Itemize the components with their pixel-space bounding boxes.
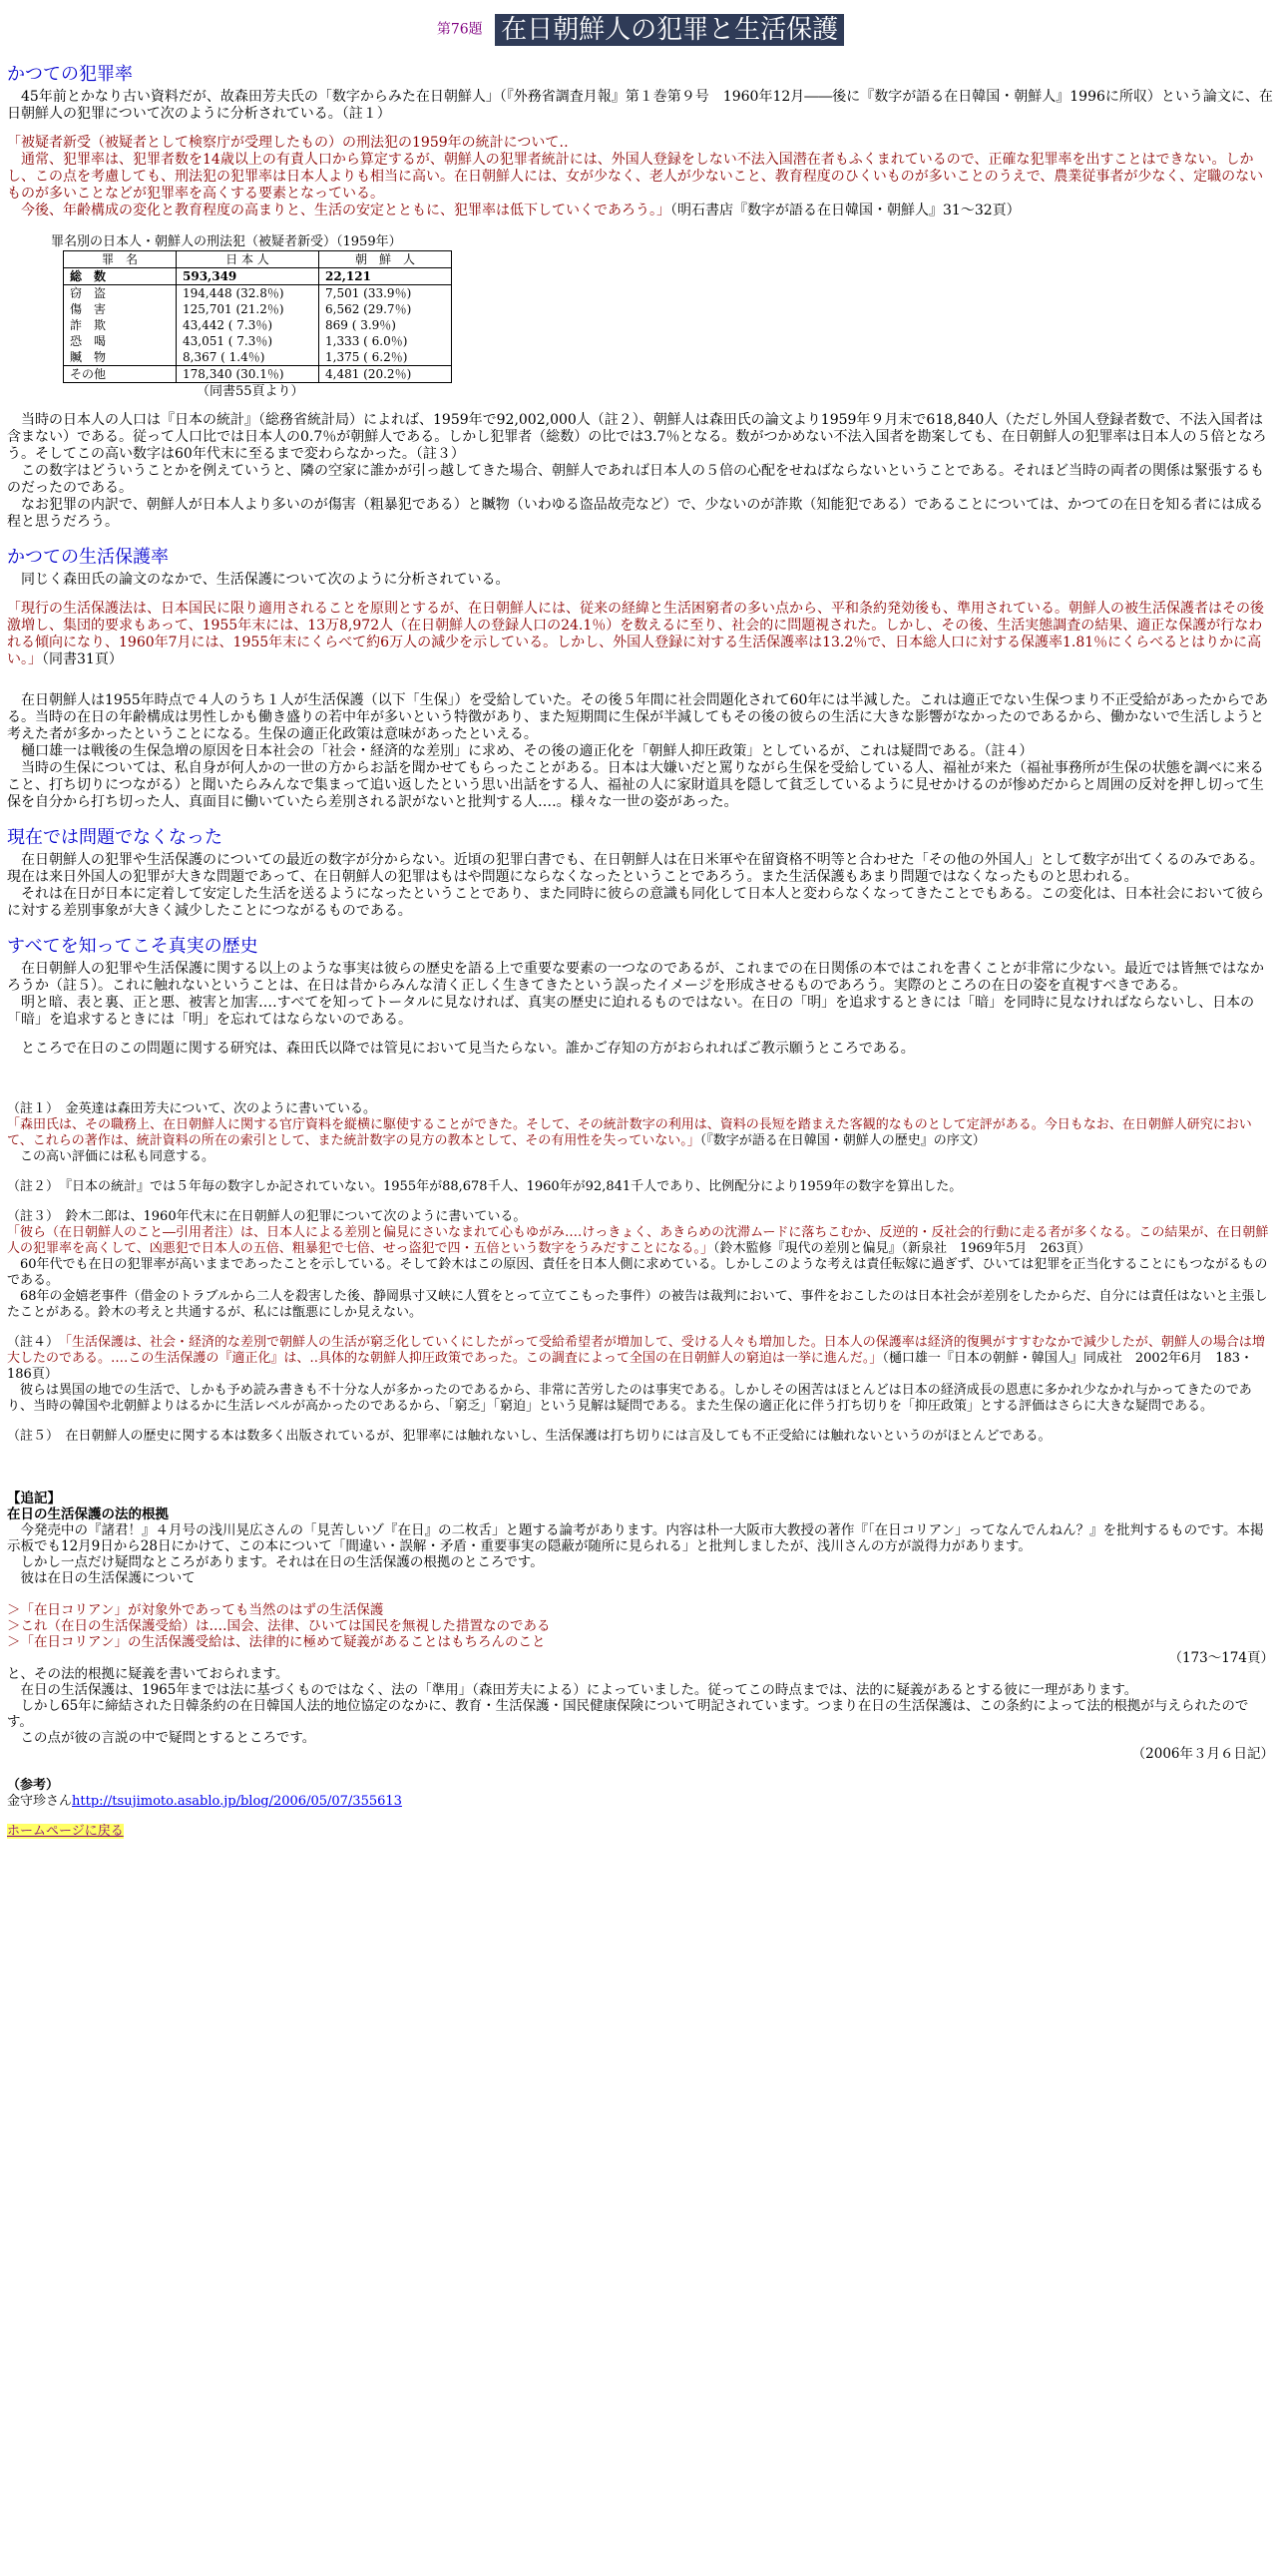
table-cell: 恐 喝 xyxy=(64,333,177,349)
column-header-crime: 罪 名 xyxy=(64,251,177,268)
addendum-quote-source: （173～174頁） xyxy=(1168,1650,1274,1666)
table-cell: 22,121 xyxy=(319,268,452,285)
page-title: 在日朝鮮人の犯罪と生活保護 xyxy=(495,14,844,46)
section-paragraph: 当時の日本人の人口は『日本の統計』（総務省統計局）によれば、1959年で92,002,000人（註２）、朝鮮人は森田氏の論文より1959年９月末で618,840人（ただし外国人登録者数で、不法入国者は含まない）である。従って人口比では日本人の0.7％が朝鮮人である。しかし犯罪者（総数）の比では3.7％となる。数がつかめない不法入国者を勘案しても、在日朝鮮人の犯罪率は日本人の５倍となろう。そしてこの高い数字は60年代末に至るまで変わらなかった。（註３） xyxy=(7,412,1267,462)
section-paragraph: 在日朝鮮人は1955年時点で４人のうち１人が生活保護（以下「生保」）を受給していた。その後５年間に社会問題化されて60年には半減した。これは適正でない生保つまり不正受給があったからである。当時の在日の年齢構成は男性しかも働き盛りの若中年が多いという特徴があり、また短期間に生保が半減してもその後の彼らの生活に大きな影響がなかったのであるから、働かないで生活しようと考えた者が多かったということになる。生保の適正化政策は意味があったといえる。 xyxy=(7,692,1269,742)
column-header-japanese: 日 本 人 xyxy=(177,251,319,268)
section-paragraph: 樋口雄一は戦後の生保急増の原因を日本社会の「社会・経済的な差別」に求め、その後の適正化を「朝鮮人抑圧政策」としているが、これは疑問である。（註４） xyxy=(7,743,1034,759)
quote-text: 「現行の生活保護法は、日本国民に限り適用されることを原則とするが、在日朝鮮人には、従来の経緯と生活困窮者の多い点から、平和条約発効後も、準用されている。朝鮮人の被生活保護者はその後激増し、集団的要求もあって、1955年末には、13万8,972人（在日朝鮮人の登録人口の24.1％）を数えるに至り、社会的に問題視された。しかし、その後、生活実態調査の結果、適正な保護が行なわれる傾向になり、1960年7月には、1955年末にくらべて約6万人の減少を示している。しかし、外国人登録に対する生活保護率は13.2％で、日本総人口に対する保護率1.81％にくらべるとはりかに高い。」 xyxy=(7,601,1264,667)
section-paragraph: なお犯罪の内訳で、朝鮮人が日本人より多いのが傷害（粗暴犯である）と贓物（いわゆる盗品故売など）で、少ないのが詐欺（知能犯である）であることについては、かつての在日を知る者には成る程と思うだろう。 xyxy=(7,497,1264,530)
table-row xyxy=(64,301,452,317)
table-row xyxy=(64,366,452,383)
section-paragraph: 当時の生保については、私自身が何人かの一世の方からお話を聞かせてもらったことがある。日本は大嫌いだと罵りながら生保を受給している人、福祉が来た（福祉事務所が生保の状態を調べに来ること、打ち切りにつながる）と聞いたらみんなで集まって追い返したという思い出話をする人、福祉の人に家財道具を隠して貧乏しているように見せかけるのが惨めだからと周囲の反対を押し切って生保を自分から打ち切った人、真面目に働いていたら差別される訳がないと批判する人‥‥。様々な一世の姿があった。 xyxy=(7,760,1264,810)
section-heading-past-crime: かつての犯罪率 xyxy=(7,64,133,85)
table-cell: 593,349 xyxy=(177,268,319,285)
table-caption: 罪名別の日本人・朝鮮人の刑法犯（被疑者新受）（1959年） xyxy=(51,234,402,249)
addendum-paragraph: と、その法的根拠に疑義を書いておられます。 xyxy=(7,1666,289,1682)
section-paragraph: 同じく森田氏の論文のなかで、生活保護について次のように分析されている。 xyxy=(7,572,510,588)
quote-line: 「被疑者新受（被疑者として検察庁が受理したもの）の刑法犯の1959年の統計について‥ xyxy=(7,135,569,151)
addendum-subheading: 在日の生活保護の法的根拠 xyxy=(7,1506,169,1522)
footnote-5: （註５） 在日朝鮮人の歴史に関する本は数多く出版されているが、犯罪率には触れないし、生活保護は打ち切りには言及しても不正受給には触れないというのがほとんどである。 xyxy=(7,1429,1052,1444)
section-paragraph: 45年前とかなり古い資料だが、故森田芳夫氏の「数字からみた在日朝鮮人」（『外務省調査月報』第１巻第９号 1960年12月――後に『数字が語る在日韓国・朝鮮人』1996に所収）という論文に、在日朝鮮人の犯罪について次のように分析されている。（註１） xyxy=(7,89,1273,122)
section-paragraph: ところで在日のこの問題に関する研究は、森田氏以降では管見において見当たらない。誰かご存知の方がおられればご教示願うところである。 xyxy=(7,1041,915,1057)
section-paragraph: 明と暗、表と裏、正と悪、被害と加害‥‥すべてを知ってトータルに見なければ、真実の歴史に迫れるものではない。在日の「明」を追求するときには「暗」を同時に見なければならないし、日本の「暗」を追求するときには「明」を忘れてはならないのである。 xyxy=(7,995,1255,1028)
addendum-paragraph: 在日の生活保護は、1965年までは法に基づくものではなく、法の「準用」（森田芳夫による）によっていました。従ってこの時点までは、法的に疑義があるとする彼に一理があります。 xyxy=(7,1682,1138,1698)
table-cell: 4,481 (20.2％) xyxy=(319,366,452,383)
table-cell: 1,375 ( 6.2％) xyxy=(319,349,452,366)
table-cell: 43,442 ( 7.3％) xyxy=(177,317,319,333)
table-row xyxy=(64,285,452,302)
table-row xyxy=(64,317,452,333)
table-cell: 傷 害 xyxy=(64,301,177,317)
quote-line: 通常、犯罪率は、犯罪者数を14歳以上の有責人口から算定するが、朝鮮人の犯罪者統計には、外国人登録をしない不法入国潜在者もふくまれているので、正確な犯罪率を出すことはできない。しかし、この点を考慮しても、刑法犯の犯罪率は日本人よりも相当に高い。在日朝鮮人には、女が少なく、老人が少ないこと、教育程度のひくいものが多いことのうえで、農業従事者が少なく、定職のないものが多いことなどが犯罪率を高くする要素となっている。 xyxy=(7,152,1264,202)
table-cell: 194,448 (32.8％) xyxy=(177,285,319,302)
footnote-1: （註１） 金英達は森田芳夫について、次のように書いている。 「森田氏は、その職務上、在日朝鮮人に関する官庁資料を縦横に駆使することができた。そして、その統計数字の利用は、資料の長短を踏まえた客観的なものとして定評がある。今日もなお、在日朝鮮人研究において、これらの著作は、統計資料の所在の索引として、また統計数字の見方の教本として、その有用性を失っていない。」（『数字が語る在日韓国・朝鮮人の歴史』の序文） この高い評価には私も同意する。 xyxy=(7,1101,1252,1164)
addendum-paragraph: この点が彼の言説の中で疑問とするところです。 xyxy=(7,1730,316,1746)
addendum-quote: ＞「在日コリアン」が対象外であっても当然のはずの生活保護 xyxy=(7,1602,384,1618)
section-paragraph: 在日朝鮮人の犯罪や生活保護に関する以上のような事実は彼らの歴史を語る上で重要な要素の一つなのであるが、これまでの在日関係の本ではこれを書くことが非常に少ない。最近では皆無ではなかろうか（註５）。これに触れないということは、在日は昔からみんな清く正しく生きてきたという誤ったイメージを形成させるものであろう。実際のところの在日の姿を直視すべきである。 xyxy=(7,961,1264,994)
section-paragraph: それは在日が日本に定着して安定した生活を送るようになったということであり、また同時に彼らの意識も同化して日本人と変わらなくなってきたことでもある。この変化は、日本社会において彼らに対する差別事象が大きく減少したことにつながるものである。 xyxy=(7,886,1264,919)
reference-heading: （参考） xyxy=(7,1778,60,1793)
addendum xyxy=(7,1491,1274,1762)
table-cell: 178,340 (30.1％) xyxy=(177,366,319,383)
table-cell: その他 xyxy=(64,366,177,383)
table-header-row xyxy=(64,251,452,268)
section-heading-past-welfare: かつての生活保護率 xyxy=(7,547,169,568)
crime-statistics-table xyxy=(63,250,452,383)
table-cell: 43,051 ( 7.3％) xyxy=(177,333,319,349)
title-row xyxy=(7,14,1274,48)
column-header-korean: 朝 鮮 人 xyxy=(319,251,452,268)
block-quote-welfare xyxy=(7,601,1274,668)
addendum-quote: ＞これ（在日の生活保護受給）は‥‥国会、法律、ひいては国民を無視した措置なのである xyxy=(7,1618,551,1634)
section-paragraph: 在日朝鮮人の犯罪や生活保護のについての最近の数字が分からない。近頃の犯罪白書でも、在日朝鮮人は在日米軍や在留資格不明等と合わせた「その他の外国人」として数字が出てくるのみである。現在は来日外国人の犯罪が大きな問題であって、在日朝鮮人の犯罪はもはや問題にならなくなったということであろう。また生活保護もあまり問題ではなくなったものと思われる。 xyxy=(7,852,1264,885)
table-cell: 6,562 (29.7％) xyxy=(319,301,452,317)
footnote-3: （註３） 鈴木二郎は、1960年代末に在日朝鮮人の犯罪について次のように書いている。 「彼ら（在日朝鮮人のこと―引用者注）は、日本人による差別と偏見にさいなまれて心もゆがみ‥‥けっきょく、あきらめの沈滞ムードに落ちこむか、反逆的・反社会的行動に走る者が多くなる。この結果が、在日朝鮮人の犯罪率を高くして、凶悪犯で日本人の五倍、粗暴犯で七倍、せっ盗犯で四・五倍という数字をうみだすことになる。」（鈴木監修『現代の差別と偏見』（新泉社 1969年5月 263頁） 60年代でも在日の犯罪率が高いままであったことを示している。そして鈴木はこの原因、責任を日本人側に求めている。しかしこのような考えは責任転嫁に過ぎず、ひいては犯罪を正当化することにもつながるものである。 68年の金嬉老事件（借金のトラブルから二人を殺害した後、静岡県寸又峡に人質をとって立てこもった事件）の被告は裁判において、事件をおこしたのは日本社会が差別をしたからだ、自分には責任はないと主張したことがある。鈴木の考えと共通するが、私には甑悪にしか見えない。 xyxy=(7,1209,1269,1320)
section-paragraph: この数字はどういうことかを例えていうと、隣の空家に誰かが引っ越してきた場合、朝鮮人であれば日本人の５倍の心配をせねばならないということである。それほど当時の両者の関係は緊張するものだったのである。 xyxy=(7,463,1264,496)
addendum-paragraph: しかし一点だけ疑問なところがあります。それは在日の生活保護の根拠のところです。 xyxy=(7,1554,544,1570)
table-cell: 窃 盗 xyxy=(64,285,177,302)
reference xyxy=(7,1778,1274,1810)
document-page xyxy=(0,14,1281,1840)
reference-link[interactable]: http://tsujimoto.asablo.jp/blog/2006/05/07/355613 xyxy=(72,1794,402,1809)
quote-source: （同書31頁） xyxy=(42,651,123,667)
table-cell: 8,367 ( 1.4％) xyxy=(177,349,319,366)
addendum-paragraph: 彼は在日の生活保護について xyxy=(7,1570,196,1586)
home-link[interactable]: ホームページに戻る xyxy=(7,1824,124,1839)
table-row xyxy=(64,333,452,349)
quote-text: 今後、年齢構成の変化と教育程度の高まりと、生活の安定とともに、犯罪率は低下していくであろう。」 xyxy=(7,203,670,218)
table-cell: 1,333 ( 6.0％) xyxy=(319,333,452,349)
addendum-heading: 【追記】 xyxy=(7,1491,61,1506)
quote-line xyxy=(7,203,1274,219)
table-cell: 総 数 xyxy=(64,268,177,285)
table-cell: 詐 欺 xyxy=(64,317,177,333)
block-quote-crime xyxy=(7,135,1274,219)
table-footer: （同書55頁より） xyxy=(197,384,304,399)
section-heading-true-history: すべてを知ってこそ真実の歴史 xyxy=(7,936,258,957)
addendum-quote: ＞「在日コリアン」の生活保護受給は、法律的に極めて疑義があることはもちろんのこと xyxy=(7,1634,546,1650)
table-row xyxy=(64,268,452,285)
addendum-paragraph: しかし65年に締結された日韓条約の在日韓国人法的地位協定のなかに、教育・生活保護・国民健康保険について明記されています。つまり在日の生活保護は、この条約によって法的根拠が与えられたのです。 xyxy=(7,1698,1249,1730)
quote-source: （明石書店『数字が語る在日韓国・朝鮮人』31～32頁） xyxy=(670,203,1021,218)
reference-prefix: 金守珍さん xyxy=(7,1794,73,1809)
table-row xyxy=(64,349,452,366)
table-cell: 贓 物 xyxy=(64,349,177,366)
table-cell: 869 ( 3.9％) xyxy=(319,317,452,333)
article-number: 第76題 xyxy=(436,21,483,38)
table-cell: 7,501 (33.9％) xyxy=(319,285,452,302)
addendum-paragraph: 今発売中の『諸君！』４月号の浅川晃広さんの「見苦しいゾ『在日』の二枚舌」と題する論考があります。内容は朴一大阪市大教授の著作『「在日コリアン」ってなんでんねん？』を批判するものです。本掲示板でも12月9日から28日にかけて、この本について「間違い・誤解・矛盾・重要事実の隠蔽が随所に見られる」と批判しましたが、浅川さんの方が説得力があります。 xyxy=(7,1522,1264,1554)
section-heading-now: 現在では問題でなくなった xyxy=(7,827,222,848)
table-cell: 125,701 (21.2％) xyxy=(177,301,319,317)
footnote-4: （註４） 「生活保護は、社会・経済的な差別で朝鮮人の生活が窮乏化していくにしたがって受給希望者が増加して、受ける人々も増加した。日本人の保護率は経済的復興がすすむなかで減少したが、朝鮮人の場合は増大したのである。‥‥この生活保護の『適正化』は、‥具体的な朝鮮人抑圧政策であった。この調査によって全国の在日朝鮮人の窮迫は一挙に進んだ。」（樋口雄一『日本の朝鮮・韓国人』同成社 2002年6月 183・186頁） 彼らは異国の地での生活で、しかも予め読み書きも不十分な人が多かったのであるから、非常に苦労したのは事実である。しかしその困苦はほとんどは日本の経済成長の恩恵に多かれ少なかれ与かってきたのであり、当時の韓国や北朝鮮よりはるかに生活レベルが高かったのであるから、「窮乏」「窮迫」という見解は疑問である。また生保の適正化に伴う打ち切りを「抑圧政策」とする評価はさらに大きな疑問である。 xyxy=(7,1335,1265,1414)
addendum-date: （2006年３月６日記） xyxy=(1131,1746,1274,1762)
footnote-2: （註２） 『日本の統計』では５年毎の数字しか記されていない。1955年が88,678千人、1960年が92,841千人であり、比例配分により1959年の数字を算出した。 xyxy=(7,1179,963,1194)
